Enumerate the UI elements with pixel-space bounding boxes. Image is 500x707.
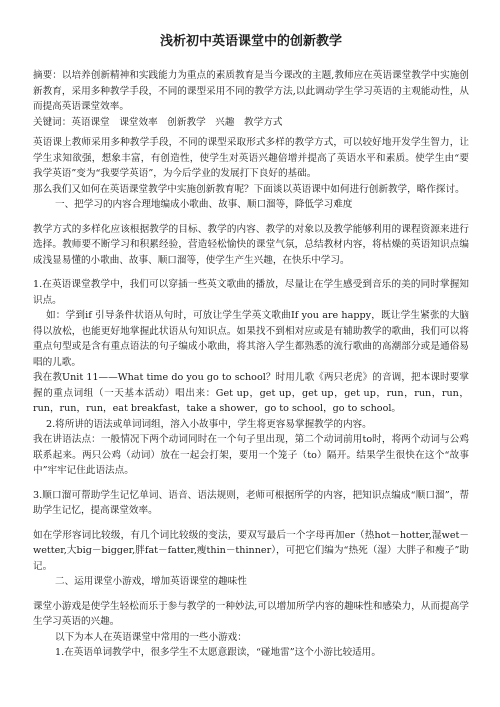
section-heading-2: 二、运用课堂小游戏，增加英语课堂的趣味性: [55, 576, 247, 587]
keywords: 关键词：英语课堂 课堂效率 创新教学 兴趣 教学方式: [33, 116, 283, 128]
section-heading-1: 一、把学习的内容合理地编成小歌曲、故事、顺口溜等，降低学习难度: [55, 199, 353, 210]
example-1: 如：学到if 引导条件状语从句时，可放让学生学英文歌曲If you are happy，既让学生紧张的大脑得以放松，也能更好地掌握此状语从句知识点。如果找不到相对应或是有辅助教学的歌曲，我们可以将重点句型或是含有重点语法的句子编成小歌曲，将其溶入学生都熟悉的流行歌曲的高潮部分或是通俗易唱的儿歌。: [33, 310, 469, 368]
point-2: 2.将所讲的语法或单词词组，溶入小故事中，学生将更容易掌握教学的内容。: [46, 418, 372, 430]
intro-paragraph-1: 英语课上教师采用多种教学手段，不同的课型采取形式多样的教学方式，可以较好地开发学生智力，让学生求知欲强，想象丰富，有创造性，使学生对英语兴趣倍增并提高了英语水平和素质。使学生由“要我学英语”变为“我要学英语”，为今后学业的发展打下良好的基础。: [33, 137, 469, 179]
game-1: 1.在英语单词教学中，很多学生不太愿意跟读，“碰地雷”这个小游比较适用。: [55, 647, 381, 658]
example-2: 我在教Unit 11——What time do you go to school？时用儿歌《两只老虎》的音调，把本课时要掌握的重点词组（一天基本活动）唱出来：Get up，get up，get up，get up，run，run，run，run，run，run，eat breakfast，take a shower，go to school，go to school。: [33, 372, 469, 414]
section-2-paragraph: 课堂小游戏是使学生轻松而乐于参与教学的一种妙法,可以增加所学内容的趣味性和感染力，从而提高学生学习英语的兴趣。: [33, 600, 469, 627]
abstract: 摘要：以培养创新精神和实践能力为重点的素质教育是当今课改的主题,教师应在英语课堂教学中实施创新教育，采用多种教学手段，不同的课型采用不同的教学方法,以此调动学生学习英语的主观能动性，从而提高英语课堂效率。: [33, 70, 469, 112]
example-3: 我在讲语法点：一般情况下两个动词同时在一个句子里出现，第二个动词前用to时，将两个动词与公鸡联系起来。两只公鸡（动词）放在一起会打架，要用一个笼子（to）隔开。结果学生很快在这个“故事中”牢牢记住此语法点。: [33, 434, 469, 476]
intro-paragraph-2: 那么我们又如何在英语课堂教学中实施创新教育呢？下面谈以英语课中如何进行创新教学，略作探讨。: [33, 183, 465, 195]
games-intro: 以下为本人在英语课堂中常用的一些小游戏：: [55, 631, 247, 643]
example-4: 如在学形容词比较级，有几个词比较级的变法，要双写最后一个字母再加er（热hot－hotter,湿wet－wetter,大big－bigger,胖fat－fatter,瘦thin－thinner），可把它们编为“热死（湿）大胖子和瘦子”助记。: [33, 529, 469, 572]
point-3: 3.顺口溜可帮助学生记忆单词、语音、语法规则，老师可根据所学的内容，把知识点编成“顺口溜”，帮助学生记忆，提高课堂效率。: [33, 489, 469, 516]
section-1-paragraph: 教学方式的多样化应该根据教学的目标、教学的内容、教学的对象以及教学能够利用的课程资源来进行选择。教师要不断学习和积累经验，营造轻松愉快的课堂气氛，总结教材内容，将枯燥的英语知识点编成浅显易懂的小歌曲、故事、顺口溜等，使学生产生兴趣，在快乐中学习。: [33, 223, 469, 266]
point-1: 1.在英语课堂教学中，我们可以穿插一些英文歌曲的播放，尽量让在学生感受到音乐的美的同时掌握知识点。: [33, 279, 469, 306]
document-title: 浅析初中英语课堂中的创新教学: [159, 34, 342, 49]
